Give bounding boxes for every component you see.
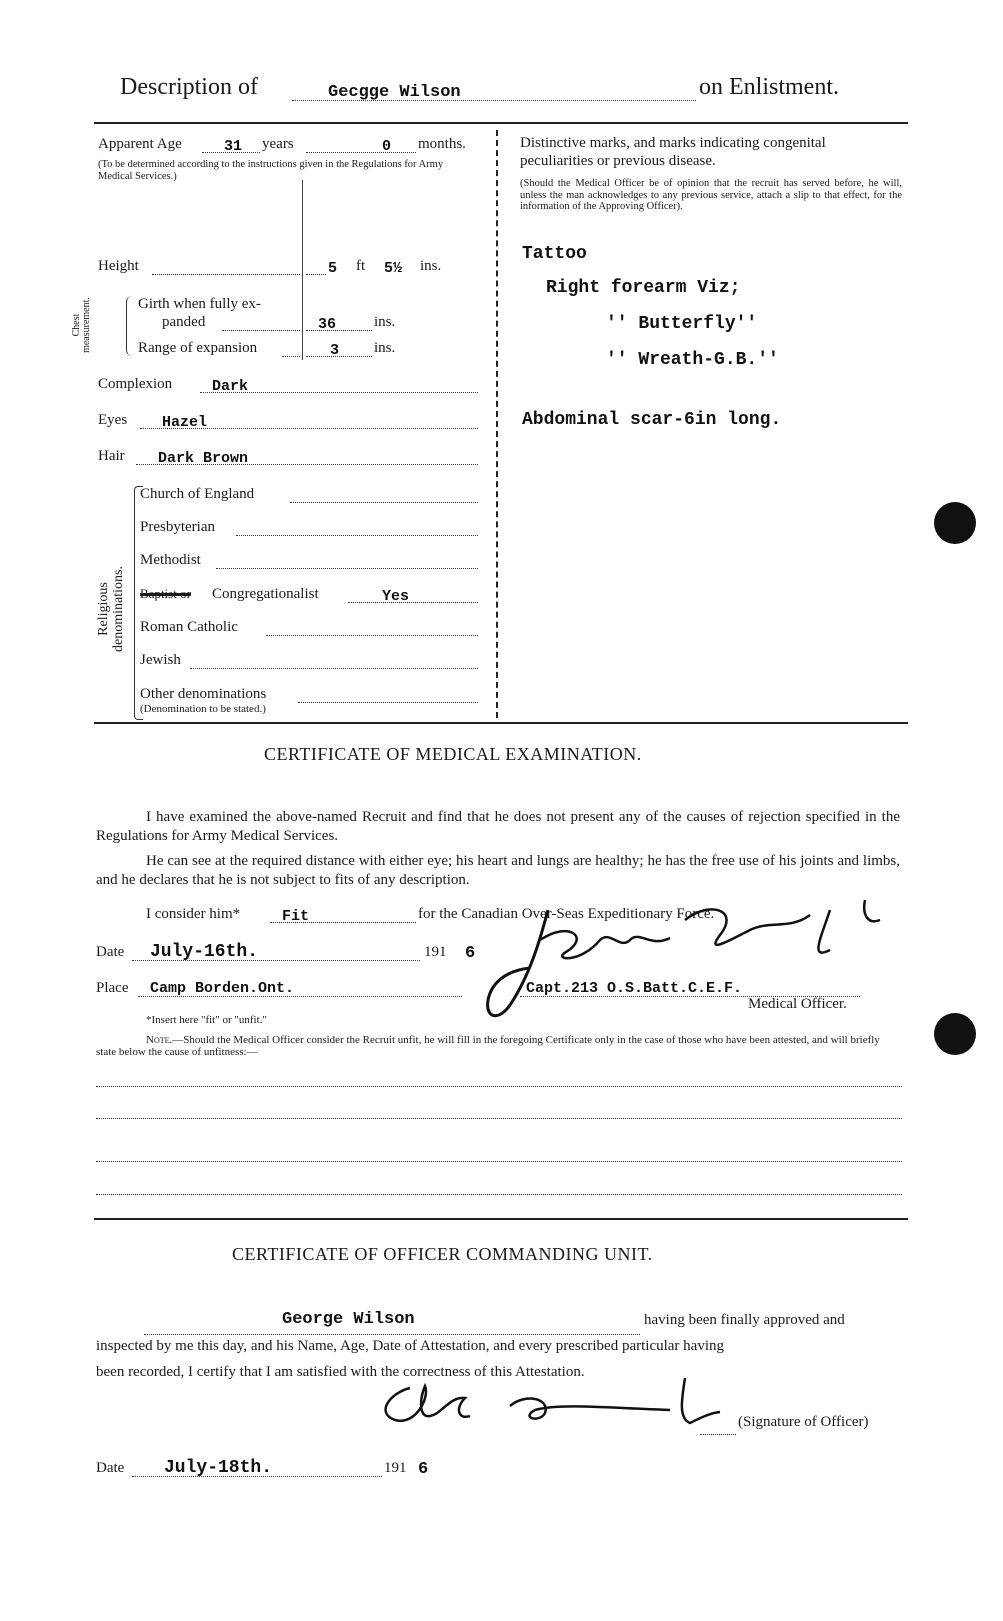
religion-baptist-struck: Baptist or (140, 586, 191, 601)
denomination-note: (Denomination to be stated.) (140, 703, 266, 715)
years-label: years (262, 136, 294, 152)
eyes-value: Hazel (162, 414, 208, 431)
chest-side-label: Chest measurement. (71, 297, 92, 353)
commanding-date-label: Date (96, 1460, 125, 1476)
ft-label: ft (356, 258, 366, 274)
girth-label-2: panded (162, 314, 206, 330)
commanding-line-3: been recorded, I certify that I am satisfied with the correctness of this Attestation. (96, 1364, 585, 1380)
religion-church-of-england: Church of England (140, 486, 255, 502)
commanding-year-digit: 6 (418, 1460, 429, 1479)
girth-ins: ins. (374, 314, 396, 330)
complexion-label: Complexion (98, 376, 173, 392)
range-value: 3 (330, 342, 340, 359)
unfitness-line-4 (96, 1194, 902, 1195)
eyes-label: Eyes (98, 412, 128, 428)
mid-rule (94, 722, 908, 724)
medical-para-1 (96, 808, 900, 846)
hair-value: Dark Brown (158, 450, 249, 467)
punch-hole-top (934, 502, 976, 544)
punch-hole-bottom (934, 1013, 976, 1055)
height-label: Height (98, 258, 139, 274)
header-prefix: Description of (120, 74, 258, 100)
note-prefix: Note. (146, 1034, 173, 1046)
note-text: —Should the Medical Officer consider the Recruit unfit, he will fill in the foregoing Certificate only in the case of those who have been attested, and will briefly state below the cause of unfitness:— (96, 1034, 880, 1058)
medical-date-value: July-16th. (150, 942, 259, 962)
chest-brace (126, 296, 135, 356)
age-months: 0 (382, 138, 392, 155)
range-ins: ins. (374, 340, 396, 356)
religion-roman-catholic: Roman Catholic (140, 619, 238, 635)
commanding-line-1: having been finally approved and (644, 1312, 845, 1328)
force-label: for the Canadian Over-Seas Expeditionary Force. (418, 906, 715, 922)
medical-year-digit: 6 (465, 944, 476, 963)
religion-methodist: Methodist (140, 552, 201, 568)
age-label: Apparent Age (98, 136, 182, 152)
hair-label: Hair (98, 448, 125, 464)
column-divider (496, 130, 498, 718)
religion-congregationalist: Congregationalist (212, 586, 319, 602)
religion-jewish: Jewish (140, 652, 181, 668)
consider-label: I consider him* (146, 906, 241, 922)
signature-of-officer-label: (Signature of Officer) (738, 1414, 869, 1430)
religion-other: Other denominations (140, 686, 267, 702)
religion-value: Yes (382, 588, 410, 605)
header-name: Gecgge Wilson (328, 83, 461, 102)
complexion-value: Dark (212, 378, 249, 395)
religion-side-label: Religious denominations. (96, 566, 126, 652)
marks-line-forearm: Right forearm Viz; (546, 278, 741, 298)
consider-value: Fit (282, 908, 310, 925)
unfitness-line-3 (96, 1161, 902, 1162)
range-label: Range of expansion (138, 340, 258, 356)
religion-presbyterian: Presbyterian (140, 519, 215, 535)
height-ft: 5 (328, 260, 338, 277)
place-value: Camp Borden.Ont. (150, 980, 295, 997)
inner-divider (302, 180, 303, 360)
medical-note (96, 1034, 900, 1058)
medical-officer-signature (470, 880, 920, 1030)
marks-line-wreath: '' Wreath-G.B.'' (606, 350, 779, 370)
header-suffix: on Enlistment. (699, 74, 839, 100)
ins-label: ins. (420, 258, 442, 274)
commanding-name-value: George Wilson (282, 1310, 415, 1329)
commanding-officer-signature (370, 1368, 750, 1438)
commanding-date-value: July-18th. (164, 1458, 273, 1478)
marks-line-scar: Abdominal scar-6in long. (522, 410, 782, 430)
insert-note: *Insert here "fit" or "unfit." (146, 1014, 267, 1026)
medical-officer-label: Medical Officer. (748, 996, 847, 1012)
age-note: (To be determined according to the instructions given in the Regulations for Army Medical Services.) (98, 159, 444, 182)
commanding-year-prefix: 191 (384, 1460, 407, 1476)
unfitness-line-2 (96, 1118, 902, 1119)
medical-para-2-text: He can see at the required distance with either eye; his heart and lungs are healthy; he has the free use of his joints and limbs, and he declares that he is not subject to fits of any description. (96, 853, 900, 888)
age-years: 31 (224, 138, 243, 155)
medical-year-prefix: 191 (424, 944, 447, 960)
marks-line-tattoo: Tattoo (522, 244, 587, 264)
marks-note: (Should the Medical Officer be of opinion that the recruit has served before, he will, unless the man acknowledges to any previous service, attach a slip to that effect, for the information of the Approving Officer). (520, 178, 902, 212)
girth-value: 36 (318, 316, 337, 333)
months-label: months. (418, 136, 466, 152)
unfitness-line-1 (96, 1086, 902, 1087)
marks-line-butterfly: '' Butterfly'' (606, 314, 758, 334)
medical-officer-typed: Capt.213 O.S.Batt.C.E.F. (526, 980, 743, 997)
place-label: Place (96, 980, 129, 996)
height-in: 5½ (384, 260, 403, 277)
commanding-certificate-title: CERTIFICATE OF OFFICER COMMANDING UNIT. (232, 1244, 653, 1264)
marks-title: Distinctive marks, and marks indicating congenital peculiarities or previous disease. (520, 135, 826, 169)
medical-para-1-text: I have examined the above-named Recruit and find that he does not present any of the causes of rejection specified in the Regulations for Army Medical Services. (96, 809, 900, 844)
girth-label-1: Girth when fully ex- (138, 296, 261, 312)
commanding-rule (94, 1218, 908, 1220)
top-rule (94, 122, 908, 124)
medical-certificate-title: CERTIFICATE OF MEDICAL EXAMINATION. (264, 744, 642, 764)
medical-date-label: Date (96, 944, 125, 960)
commanding-line-2: inspected by me this day, and his Name, Age, Date of Attestation, and every prescribed particular having (96, 1338, 725, 1354)
